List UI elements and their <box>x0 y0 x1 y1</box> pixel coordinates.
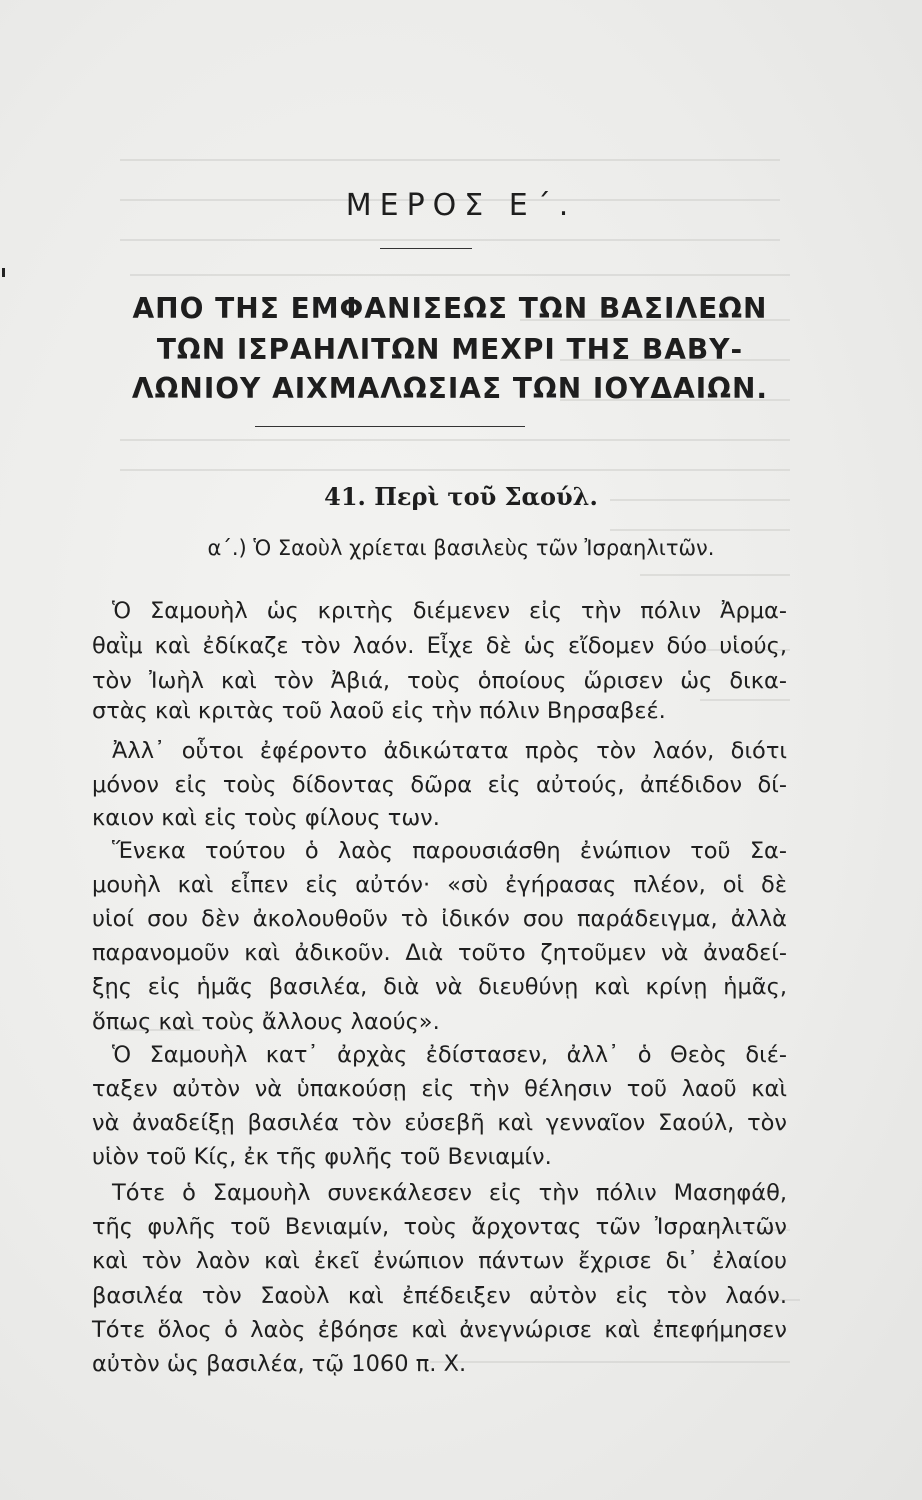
body-line: τῆς φυλῆς τοῦ Βενιαμίν, τοὺς ἄρχοντας τῶν Ἰσραηλιτῶν <box>92 1214 787 1240</box>
body-line: θαῒμ καὶ ἐδίκαζε τὸν λαόν. Εἶχε δὲ ὡς εἴδομεν δύο υἱούς, <box>92 633 787 659</box>
body-line: παρανομοῦν καὶ ἀδικοῦν. Διὰ τοῦτο ζητοῦμεν νὰ ἀναδεί- <box>92 940 787 966</box>
body-line: τὸν Ἰωὴλ καὶ τὸν Ἀβιά, τοὺς ὁποίους ὥρισεν ὡς δικα- <box>92 668 787 694</box>
body-line: υἱοί σου δὲν ἀκολουθοῦν τὸ ἰδικόν σου παράδειγμα, ἀλλὰ <box>92 906 787 932</box>
body-line: Ἀλλ᾽ οὗτοι ἐφέροντο ἀδικώτατα πρὸς τὸν λαόν, διότι <box>112 738 787 764</box>
body-line: Ἕνεκα τούτου ὁ λαὸς παρουσιάσθη ἐνώπιον τοῦ Σα- <box>112 838 787 864</box>
body-line: Ὁ Σαμουὴλ ὡς κριτὴς διέμενεν εἰς τὴν πόλιν Ἀρμα- <box>112 598 787 624</box>
body-line: καὶ τὸν λαὸν καὶ ἐκεῖ ἐνώπιον πάντων ἔχρισε δι᾽ ἐλαίου <box>92 1248 787 1274</box>
body-line: νὰ ἀναδείξῃ βασιλέα τὸν εὐσεβῆ καὶ γενναῖον Σαούλ, τὸν <box>92 1110 787 1136</box>
chapter-heading-line-1: ΑΠΟ ΤΗΣ ΕΜΦΑΝΙΣΕΩΣ ΤΩΝ ΒΑΣΙΛΕΩΝ <box>132 292 768 325</box>
body-line: Ὁ Σαμουὴλ κατ᾽ ἀρχὰς ἐδίστασεν, ἀλλ᾽ ὁ Θεὸς διέ- <box>112 1042 787 1068</box>
sub-heading: α΄.) Ὁ Σαοὺλ χρίεται βασιλεὺς τῶν Ἰσραηλιτῶν. <box>207 536 715 560</box>
chapter-heading-line-2: ΤΩΝ ΙΣΡΑΗΛΙΤΩΝ ΜΕΧΡΙ ΤΗΣ ΒΑΒΥ- <box>156 333 744 366</box>
divider-rule-top <box>380 248 472 249</box>
part-title: ΜΕΡΟΣ Ε΄. <box>345 188 577 223</box>
body-line: υἱὸν τοῦ Κίς, ἐκ τῆς φυλῆς τοῦ Βενιαμίν. <box>92 1144 552 1170</box>
body-line: καιον καὶ εἰς τοὺς φίλους των. <box>92 805 440 831</box>
body-line: αὐτὸν ὡς βασιλέα, τῷ 1060 π. Χ. <box>92 1351 467 1377</box>
body-line: μουὴλ καὶ εἶπεν εἰς αὐτόν· «σὺ ἐγήρασας πλέον, οἱ δὲ <box>92 872 787 898</box>
divider-rule-bottom <box>255 426 525 427</box>
body-line: Τότε ὅλος ὁ λαὸς ἐβόησε καὶ ἀνεγνώρισε καὶ ἐπεφήμησεν <box>92 1317 787 1343</box>
body-line: ταξεν αὐτὸν νὰ ὑπακούσῃ εἰς τὴν θέλησιν τοῦ λαοῦ καὶ <box>92 1076 787 1102</box>
section-title: 41. Περὶ τοῦ Σαούλ. <box>324 482 598 511</box>
chapter-heading-line-3: ΛΩΝΙΟΥ ΑΙΧΜΑΛΩΣΙΑΣ ΤΩΝ ΙΟΥΔΑΙΩΝ. <box>131 372 769 405</box>
body-line: στὰς καὶ κριτὰς τοῦ λαοῦ εἰς τὴν πόλιν Βηρσαβεέ. <box>92 698 666 724</box>
body-line: ὅπως καὶ τοὺς ἄλλους λαούς». <box>92 1009 440 1035</box>
body-line: ξῃς εἰς ἡμᾶς βασιλέα, διὰ νὰ διευθύνῃ καὶ κρίνῃ ἡμᾶς, <box>92 974 787 1000</box>
body-line: μόνον εἰς τοὺς δίδοντας δῶρα εἰς αὐτούς, ἀπέδιδον δί- <box>92 772 787 798</box>
scan-edge-mark <box>2 268 5 277</box>
body-line: βασιλέα τὸν Σαοὺλ καὶ ἐπέδειξεν αὐτὸν εἰς τὸν λαόν. <box>92 1283 787 1309</box>
body-line: Τότε ὁ Σαμουὴλ συνεκάλεσεν εἰς τὴν πόλιν Μασηφάθ, <box>112 1180 787 1206</box>
